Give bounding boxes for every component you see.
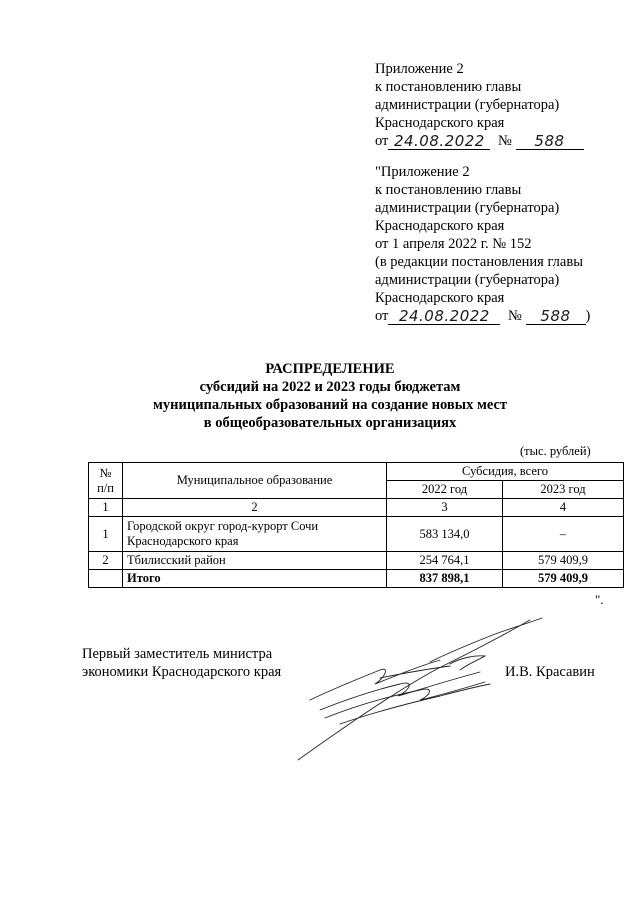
appendix-old-line: от 1 апреля 2022 г. № 152 <box>375 236 532 252</box>
appendix-old-line: "Приложение 2 <box>375 164 470 180</box>
total-num <box>89 570 123 588</box>
handwritten-date: 24.08.2022 <box>398 307 490 325</box>
handwritten-number: 588 <box>540 307 571 325</box>
appendix-old-line: Краснодарского края <box>375 218 505 234</box>
appendix-new-line: Краснодарского края <box>375 115 505 131</box>
appendix-old-line: администрации (губернатора) <box>375 200 560 216</box>
row-2023: 579 409,9 <box>503 552 624 570</box>
date-underline <box>388 133 490 150</box>
header-subsidy: Субсидия, всего <box>387 463 624 481</box>
appendix-new-line: Приложение 2 <box>375 61 464 77</box>
row-municipality: Городской округ город-курорт Сочи Краснодарского края <box>123 517 387 552</box>
date-underline <box>388 308 500 325</box>
row-2022: 254 764,1 <box>387 552 503 570</box>
table-row <box>89 552 624 570</box>
appendix-new-line: администрации (губернатора) <box>375 97 560 113</box>
table-index-row <box>89 499 624 517</box>
table-header-row <box>89 463 624 481</box>
title-line: муниципальных образований на создание новых мест <box>153 397 507 413</box>
title-heading: РАСПРЕДЕЛЕНИЕ <box>265 361 395 377</box>
appendix-old-line: администрации (губернатора) <box>375 272 560 288</box>
appendix-old-line: Краснодарского края <box>375 290 505 306</box>
handwritten-date: 24.08.2022 <box>393 132 485 150</box>
index-cell: 3 <box>387 499 503 517</box>
index-cell: 1 <box>89 499 123 517</box>
appendix-new-date-line <box>375 132 584 150</box>
appendix-old-line: (в редакции постановления главы <box>375 254 583 270</box>
units-label: (тыс. рублей) <box>520 444 591 458</box>
index-cell: 4 <box>503 499 624 517</box>
date-prefix: от <box>375 133 389 149</box>
table-total-row <box>89 570 624 588</box>
number-underline <box>516 133 584 150</box>
header-2022: 2022 год <box>387 481 503 499</box>
total-2022: 837 898,1 <box>387 570 503 588</box>
title-line: субсидий на 2022 и 2023 годы бюджетам <box>199 379 461 395</box>
number-sign: № <box>498 133 512 149</box>
handwritten-number: 588 <box>534 132 565 150</box>
number-underline <box>526 308 586 325</box>
appendix-new-line: к постановлению главы <box>375 79 522 95</box>
total-label: Итого <box>123 570 387 588</box>
index-cell: 2 <box>123 499 387 517</box>
position-line: экономики Краснодарского края <box>82 664 282 680</box>
document-title <box>80 360 580 432</box>
table-row <box>89 517 624 552</box>
appendix-new-block <box>375 60 584 150</box>
handwritten-signature <box>280 600 560 770</box>
title-line: в общеобразовательных организациях <box>203 415 457 431</box>
appendix-old-date-line <box>375 307 590 325</box>
signatory-position <box>82 645 281 681</box>
header-2023: 2023 год <box>503 481 624 499</box>
closing-quote-mark: ". <box>595 592 604 607</box>
total-2023: 579 409,9 <box>503 570 624 588</box>
appendix-old-block <box>375 163 590 325</box>
appendix-old-line: к постановлению главы <box>375 182 522 198</box>
date-prefix: от <box>375 308 389 324</box>
row-num: 1 <box>89 517 123 552</box>
row-2023: – <box>503 517 624 552</box>
position-line: Первый заместитель министра <box>82 646 273 662</box>
header-municipality: Муниципальное образование <box>123 463 387 499</box>
number-sign: № <box>508 308 522 324</box>
subsidy-table <box>88 462 624 588</box>
signatory-name: И.В. Красавин <box>505 664 595 680</box>
header-num: № п/п <box>89 463 123 499</box>
row-municipality: Тбилисский район <box>123 552 387 570</box>
close-paren: ) <box>585 308 591 324</box>
row-2022: 583 134,0 <box>387 517 503 552</box>
row-num: 2 <box>89 552 123 570</box>
